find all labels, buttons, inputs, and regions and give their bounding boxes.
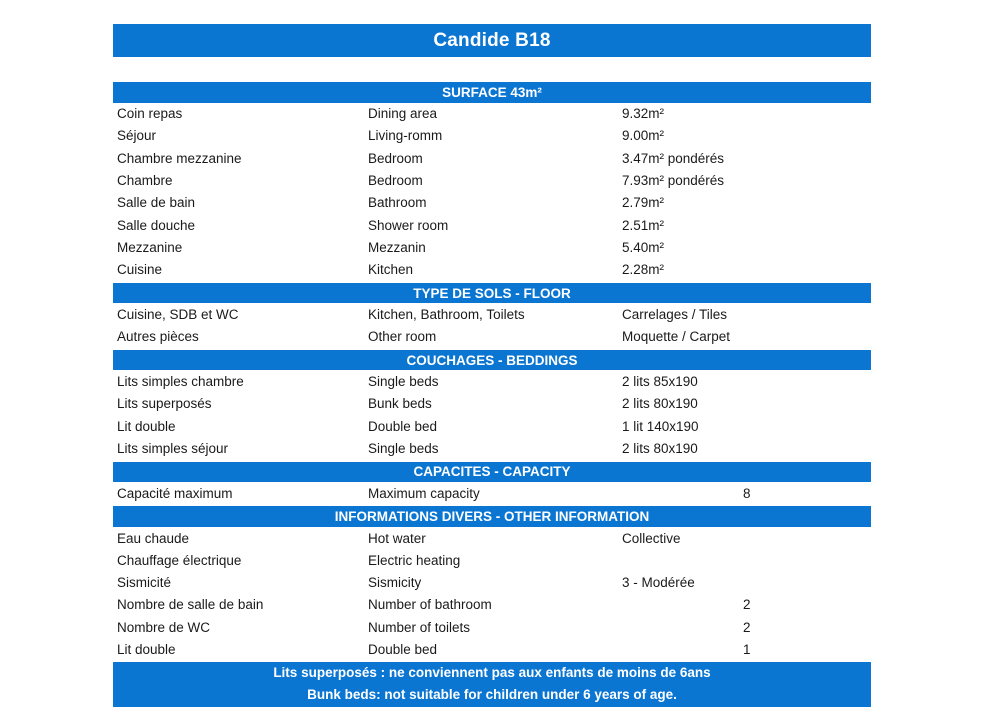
table-row <box>113 482 871 504</box>
cell-value: 2.51m² <box>622 217 665 233</box>
cell-value: 2 lits 85x190 <box>622 374 698 390</box>
title-gap <box>113 57 871 82</box>
cell-label-fr: Chauffage électrique <box>117 552 242 568</box>
table-row <box>113 527 871 549</box>
cell-label-en: Other room <box>368 329 437 345</box>
cell-label-en: Living-romm <box>368 128 443 144</box>
cell-label-en: Shower room <box>368 217 449 233</box>
table-row <box>113 415 871 437</box>
section-header: COUCHAGES - BEDDINGS <box>113 350 871 371</box>
section <box>113 350 871 460</box>
cell-label-en: Number of bathroom <box>368 597 492 613</box>
cell-label-en: Bathroom <box>368 195 427 211</box>
cell-label-fr: Lit double <box>117 642 176 658</box>
cell-label-en: Maximum capacity <box>368 485 480 501</box>
table-row <box>113 594 871 616</box>
cell-label-fr: Nombre de WC <box>117 619 211 635</box>
table-row <box>113 259 871 281</box>
cell-value: 5.40m² <box>622 239 665 255</box>
cell-label-en: Hot water <box>368 530 426 546</box>
property-info-sheet <box>113 0 871 707</box>
table-row <box>113 638 871 660</box>
section-header: CAPACITES - CAPACITY <box>113 462 871 483</box>
cell-value: 3.47m² pondérés <box>622 150 725 166</box>
table-row <box>113 303 871 325</box>
cell-value: Collective <box>622 530 681 546</box>
cell-label-fr: Autres pièces <box>117 329 199 345</box>
cell-label-en: Double bed <box>368 642 438 658</box>
cell-value: Carrelages / Tiles <box>622 307 728 323</box>
cell-label-en: Sismicity <box>368 575 422 591</box>
table-row <box>113 549 871 571</box>
cell-label-en: Single beds <box>368 441 439 456</box>
sections-container <box>113 82 871 661</box>
cell-label-en: Bunk beds <box>368 396 432 412</box>
cell-label-en: Dining area <box>368 106 438 122</box>
table-row <box>113 393 871 415</box>
cell-label-en: Kitchen, Bathroom, Toilets <box>368 307 525 323</box>
cell-label-fr: Chambre <box>117 173 173 189</box>
table-row <box>113 147 871 169</box>
cell-label-fr: Capacité maximum <box>117 485 233 501</box>
cell-value: 2.28m² <box>622 262 665 278</box>
cell-number: 8 <box>743 485 751 501</box>
cell-number: 2 <box>743 597 751 613</box>
cell-label-en: Number of toilets <box>368 619 471 635</box>
table-row <box>113 169 871 191</box>
cell-value: 1 lit 140x190 <box>622 418 699 434</box>
cell-label-fr: Chambre mezzanine <box>117 150 242 166</box>
section <box>113 283 871 348</box>
cell-label-en: Single beds <box>368 374 439 390</box>
cell-label-fr: Nombre de salle de bain <box>117 597 264 613</box>
table-row <box>113 103 871 125</box>
cell-value: 2.79m² <box>622 195 665 211</box>
table-row <box>113 236 871 258</box>
table-row <box>113 370 871 392</box>
cell-label-fr: Salle douche <box>117 217 196 233</box>
cell-label-fr: Cuisine, SDB et WC <box>117 307 239 323</box>
cell-value: 9.00m² <box>622 128 665 144</box>
cell-label-fr: Lits simples chambre <box>117 374 244 390</box>
cell-label-fr: Cuisine <box>117 262 163 278</box>
section <box>113 506 871 660</box>
table-row <box>113 214 871 236</box>
footer-note-bar <box>113 662 871 707</box>
cell-label-en: Bedroom <box>368 150 423 166</box>
table-row <box>113 437 871 459</box>
section-header: INFORMATIONS DIVERS - OTHER INFORMATION <box>113 506 871 527</box>
cell-value: Moquette / Carpet <box>622 329 731 345</box>
cell-label-fr: Coin repas <box>117 106 183 122</box>
cell-label-fr: Lit double <box>117 418 176 434</box>
cell-label-fr: Sismicité <box>117 575 172 591</box>
section-header: SURFACE 43m² <box>113 82 871 103</box>
cell-label-fr: Salle de bain <box>117 195 196 211</box>
cell-value: 2 lits 80x190 <box>622 396 698 412</box>
cell-value: 7.93m² pondérés <box>622 173 725 189</box>
document-title-bar <box>113 24 871 57</box>
table-row <box>113 616 871 638</box>
cell-label-en: Double bed <box>368 418 438 434</box>
cell-value: 3 - Modérée <box>622 575 695 591</box>
cell-label-fr: Lits superposés <box>117 396 212 412</box>
cell-label-en: Kitchen <box>368 262 414 278</box>
table-row <box>113 125 871 147</box>
cell-label-fr: Lits simples séjour <box>117 441 229 456</box>
table-row <box>113 572 871 594</box>
cell-number: 2 <box>743 619 751 635</box>
footer-note-en: Bunk beds: not suitable for children under 6 years of age. <box>307 687 677 703</box>
cell-label-en: Mezzanin <box>368 239 426 255</box>
section-header: TYPE DE SOLS - FLOOR <box>113 283 871 304</box>
cell-label-fr: Séjour <box>117 128 157 144</box>
section <box>113 462 871 505</box>
cell-number: 1 <box>743 642 751 658</box>
footer-note-fr: Lits superposés : ne conviennent pas aux enfants de moins de 6ans <box>273 665 711 681</box>
cell-label-fr: Eau chaude <box>117 530 190 546</box>
cell-value: 9.32m² <box>622 106 665 122</box>
section <box>113 82 871 281</box>
cell-label-en: Electric heating <box>368 552 461 568</box>
table-row <box>113 326 871 348</box>
cell-value: 2 lits 80x190 <box>622 441 698 456</box>
cell-label-fr: Mezzanine <box>117 239 183 255</box>
document-title: Candide B18 <box>433 29 551 51</box>
table-row <box>113 192 871 214</box>
cell-label-en: Bedroom <box>368 173 423 189</box>
